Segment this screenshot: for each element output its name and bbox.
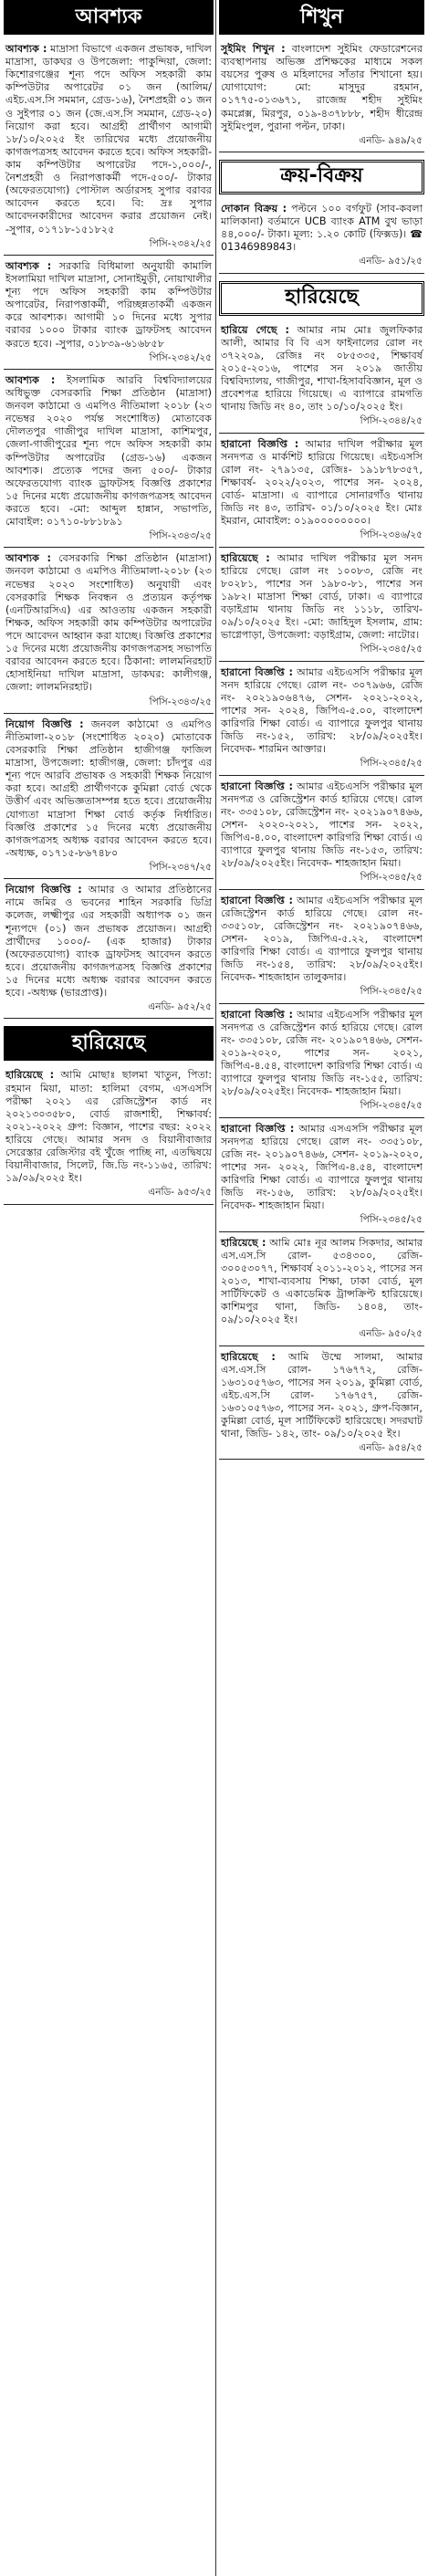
ad-lead: দোকান বিক্রয় : (221, 202, 287, 215)
ad-lead: হারিয়েছে : (221, 1236, 266, 1249)
classified-ad (4, 881, 214, 1019)
buy-sell-ads-list (219, 200, 424, 274)
ad-lead: হারানো বিজ্ঞপ্তি : (221, 1122, 295, 1135)
ad-ref: পিসি-২৩৪৫/২৫ (360, 758, 423, 770)
ad-ref: পিসি-২৩৪৫/২৫ (360, 1100, 423, 1112)
ad-lead: সুইমিং শিখুন : (221, 43, 286, 55)
section-header-lost-left: হারিয়েছে (4, 1026, 214, 1061)
ad-ref: পিসি-২৩৪৫/২৫ (360, 986, 423, 998)
classified-ad (219, 550, 424, 662)
classified-ad (4, 40, 214, 256)
ad-body: আমার ও আমার প্রতিষ্ঠানের নামে জমির ও ভবনের শাহিন সরকারি ডিগ্রি কলেজ, লক্ষ্মীপুর এর সহকারী অধ্যাপক ০১ জন শূন্যপদে (০১) জন প্রভাষক প্রয়োজন। আগ্রহী প্রার্থীদের ১০০০/- (এক হাজার) টাকার (অফেরতযোগ্য) ব্যাংক ড্রাফটসহ আবেদন করতে হবে। প্রয়োজনীয় কাগজপত্রসহ বিজ্ঞপ্তি প্রকাশের ১৫ দিনের মধ্যে অধ্যক্ষ বরাবর আবেদন করতে হবে। -অধ্যক্ষ (ভারপ্রাপ্ত)। (5, 884, 212, 1000)
classified-ad (219, 40, 424, 152)
ad-body: পল্টনে ১০০ বর্গফুট (সাব-কবলা মালিকানা) বর্তমানে UCB ব্যাংক ATM বুথ ভাড়া ৪৪,০০০/- টাকা। মূল্য: ১.২০ কোটি (ফিক্সড)। ☎ 01346989843। (221, 202, 423, 254)
ad-body: আমি মোঃ নূর আলম সিকদার, আমার এস.এস.সি রোল- ৫৩৪৩০০, রেজি- ৩০০৫৩০৭৭, শিক্ষাবর্ষ ২০১১-২০১২, পাসের সন ২০১৩, শাখা-ব্যবসায় শিক্ষা, ঢাকা বোর্ড, মূল সার্টিফিকেট ও একাডেমিক ট্রান্সক্রিপ্ট হারিয়েছে। কাশিমপুর থানা, জিডি- ১৪০৪, তাং- ০৯/১০/২০২৫ ইং। (221, 1236, 423, 1326)
ad-ref: এনডি- ৯৪৯/২৫ (359, 134, 423, 146)
classified-ad (219, 200, 424, 274)
classified-ad (219, 435, 424, 548)
ad-lead: হারিয়ে গেছে : (221, 323, 289, 336)
ad-lead: হারিয়েছে : (221, 551, 270, 564)
ad-body: বেসরকারি শিক্ষা প্রতিষ্ঠান (মাদ্রাসা) জনবল কাঠামো ও এমপিও নীতিমালা-২০১৮ (২৩ নভেম্বর ২০২০ সংশোধিত) অনুযায়ী এবং বেসরকারি শিক্ষক নিবন্ধন ও প্রত্যয়ন কর্তৃপক্ষ (এনটিআরসিএ) এর আওতায় একজন সহকারী শিক্ষক, অফিস সহকারী কাম কম্পিউটার অপারেটর পদে আবেদন আহ্বান করা যাচ্ছে। বিজ্ঞপ্তি প্রকাশের ১৫ দিনের মধ্যে প্রয়োজনীয় কাগজপত্রসহ সভাপতি বরাবর আবেদন করতে হবে। ঠিকানা: লালমনিরহাট হোসাইনিয়া দাখিল মাদ্রাসা, ডাকঘর: কালীগঞ্জ, জেলা: লালমনিরহাট। (5, 552, 212, 694)
ad-body: বাংলাদেশ সুইমিং ফেডারেশনের ব্যবস্থাপনায় অভিজ্ঞ প্রশিক্ষকের মাধ্যমে সকল বয়সের পুরুষ ও মহিলাদের সাঁতার শিখানো হয়। যোগাযোগ: মো: মাসুদুর রহমান, ০১৭৭৫-০১৩৬৭১, রাজেন্দ্র শহীদ সুইমিং কমপ্লেক্স, মিরপুর, ০১৯-৪৩৭৮৮৮, শহীদ ধীরেন্দ্র সুইমিংপুল, পুরানা পল্টন, ঢাকা। (221, 43, 423, 132)
ad-ref: পিসি-২৩৪৫/২৫ (360, 644, 423, 655)
ad-ref: পিসি-২৩৪৩/২৫ (149, 530, 212, 542)
ad-lead: আবশ্যক : (5, 373, 56, 386)
ad-lead: হারানো বিজ্ঞপ্তি : (221, 665, 293, 678)
ad-lead: নিয়োগ বিজ্ঞপ্তি : (5, 884, 82, 896)
lost-ads-list-left (4, 1066, 214, 1204)
ad-lead: আবশ্যক : (5, 43, 47, 55)
section-header-learn: শিখুন (219, 0, 424, 35)
ad-body: আমি মোছাঃ ছালমা খাতুন, পিতা: রহমান মিয়া, মাতা: হালিমা বেগম, এসএসসি পরীক্ষা ২০২১ এর রেজিস্ট্রেশন কার্ড নং ২০২১৩০৩৫৮০, বোর্ড রাজশাহী, শিক্ষাবর্ষ: ২০২১-২০২২ গ্রুপ: বিজ্ঞান, পাশের বছর: ২০২২ হারিয়ে গেছে। আমার সনদ ও বিয়ানীবাজার সেরেস্তার রেজিস্টার বই খুঁজে পাচ্ছি না, এতদ্বিষয়ে বিয়ানীবাজার, সিলেট, জি.ডি নং-১১৬৫, তারিখ: ১৯/০৯/২০২৫ ইং। (5, 1069, 212, 1185)
ad-body: আমার দাখিল পরীক্ষার মূল সনদ হারিয়ে গেছে। রোল নং ১০০৮৩, রেজি নং ৮০২৮১, পাশের সন ১৯৮০-৮১, পাশের সন ১৯৮২। মাদ্রাসা শিক্ষা বোর্ড, ঢাকা। এ ব্যাপারে বড়াইগ্রাম থানায় জিডি নং ১১১৮, তারিখ- ০৯/১০/২০২৫ ইং। -মো: জাহিদুল ইসলাম, গ্রাম: ভাগ্নেপাড়া, উপজেলা: বড়াইগ্রাম, জেলা: নাটোর। (221, 551, 423, 642)
classified-ad (219, 1348, 424, 1461)
ad-ref: পিসি-২৩৪৫/২৫ (360, 872, 423, 884)
ad-body: আমার এইচএসসি পরীক্ষার মূল রেজিস্ট্রেশন কার্ড হারিয়ে গেছে। রোল নং- ৩৩৫১০৮, রেজিস্ট্রেশন নং- ২০২১৯০৭৪৬৬, সেশন- ২০১৯, জিপিএ-৫.২২, বাংলাদেশ কারিগরি শিক্ষা বোর্ড। এ ব্যাপারে ফুলপুর থানায় জিডি নং-১৫৪, তারিখ: ২৮/০৯/২০২৫ইং। নিবেদক- শাহজাহান তালুকদার। (221, 894, 423, 984)
classified-ad (219, 1120, 424, 1232)
classified-ad (219, 892, 424, 1004)
lost-ads-list-right (219, 321, 424, 1461)
ad-body: আমার এইচএসসি পরীক্ষার মূল সনদ হারিয়ে গেছে। রোল নং- ৩০৭৯৬৬, রেজি নং- ২০২১৯০৬৪৭৬, সেশন- ২০২১-২০২২, পাশের সন- ২০২৪, জিপিএ-৫.০০, বাংলাদেশ কারিগরি শিক্ষা বোর্ড। এ ব্যাপারে ফুলপুর থানায় জিডি নং-১৫২, তারিখ: ২৮/০৯/২০২৫ইং। নিবেদক- শারমিন আক্তার। (221, 665, 423, 756)
ad-body: আমার এইচএসসি পরীক্ষার মূল সনদপত্র ও রেজিস্ট্রেশন কার্ড হারিয়ে গেছে। রোল নং- ৩৩৫১০৮, রেজি নং- ২০১৯০৭৪৬৬, সেশন- ২০১৯-২০২০, পাশের সন- ২০২১, জিপিএ-৪.৫৪, বাংলাদেশ কারিগরি শিক্ষা বোর্ড। এ ব্যাপারে ফুলপুর থানায় জিডি নং-১৫৫, তারিখ: ২৮/০৯/২০২৫ইং। নিবেদক- শাহজাহান মিয়া। (221, 1008, 423, 1098)
ad-ref: পিসি-২৩৪৭/২৫ (149, 862, 212, 873)
classified-ad (219, 664, 424, 776)
classified-ad (4, 716, 214, 879)
ad-lead: হারিয়েছে : (221, 1350, 276, 1363)
left-column (4, 0, 214, 1207)
classified-ad (4, 372, 214, 549)
ad-ref: পিসি-২৩৪৫/২৫ (360, 1214, 423, 1226)
ad-body: সরকারি বিধিমালা অনুযায়ী কামালি ইসলামিয়া দাখিল মাদ্রাসা, সোনাইমুড়ী, নোয়াখালীর শূন্য পদে অফিস সহকারী কাম কম্পিউটার অপারেটর, নিরাপত্তাকর্মী, পরিচ্ছন্নতাকর্মী একজন করে আবশ্যক। আগামী ১০ দিনের মধ্যে সুপার বরাবর ১০০০ টাকার ব্যাংক ড্রাফটসহ আবেদন করতে হবে। -সুপার, ০১৮৩৯-৬১৬৮৫৮ (5, 259, 212, 350)
ad-body: আমার এসএসসি পরীক্ষার মূল সনদপত্র হারিয়ে গেছে। রোল নং- ৩৩৫১০৮, রেজি নং- ২০১৯০৭৪৬৬, সেশন- ২০১৯-২০২০, পাশের সন- ২০২২, জিপিএ-৪.৫৪, বাংলাদেশ কারিগরি শিক্ষা বোর্ড। এ ব্যাপারে ফুলপুর থানায় জিডি নং-১৫৬, তারিখ: ২৮/০৯/২০২৫ইং। নিবেদক- শাহজাহান মিয়া। (221, 1122, 423, 1212)
ad-ref: এনডি- ৯৫০/২৫ (359, 1328, 423, 1340)
ad-ref: এনডি- ৯৫৪/২৫ (359, 1442, 423, 1454)
right-column (219, 0, 424, 1461)
ad-body: আমি উম্মে সালমা, আমার এস.এস.সি রোল- ১৭৬৭৭২, রেজি- ১৬৩১০৫৭৬৩, পাসের সন ২০১৯, কুমিল্লা বোর্ড, এইচ.এস.সি রোল- ১৭৬৭৫৭, রেজি- ১৬৩১০৫৭৬৩, পাসের সন- ২০২১, গ্রুপ-বিজ্ঞান, কুমিল্লা বোর্ড, মূল সার্টিফিকেট হারিয়েছে। সদরঘাট থানা, জিডি- ১৪২, তাং- ০৯/১০/২০২৫ ইং। (221, 1350, 423, 1440)
classified-ad (4, 1066, 214, 1204)
ad-ref: পিসি-২৩৪২/২৫ (149, 351, 212, 363)
classified-ad (219, 1006, 424, 1118)
ad-lead: আবশ্যক : (5, 259, 52, 272)
column-divider (215, 0, 216, 2576)
ad-lead: হারানো বিজ্ঞপ্তি : (221, 894, 293, 906)
ad-lead: হারানো বিজ্ঞপ্তি : (221, 780, 293, 792)
ad-lead: হারিয়েছে : (5, 1069, 55, 1082)
ad-ref: পিসি-২৩৪৩/২৫ (149, 696, 212, 707)
ad-body: আমার নাম মোঃ জুলফিকার আলী, আমার বি বি এস ফাইনালের রোল নং ৩৭২২০৯, রেজিঃ নং ০৮৫৩৩৫, শিক্ষাবর্ষ ২০১৫-২০১৬, পাশের সন ২০১৯ জাতীয় বিশ্ববিদ্যালয়, গাজীপুর, শাখা-হিসাববিজ্ঞান, মূল ও প্রবেশপত্র হারিয়ে গিয়েছে। এ ব্যাপারে রামগতি থানায় জিডি নং ৪০, তাং ১০/১০/২০২৫ ইং। (221, 323, 423, 414)
classified-ad (219, 321, 424, 434)
section-header-buy-sell: ক্রয়-বিক্রয় (219, 160, 424, 194)
ad-ref: এনডি- ৯৫১/২৫ (359, 256, 423, 267)
ad-body: মাদ্রাসা বিভাগে একজন প্রভাষক, দাখিল মাদ্রাসা, ডাকঘর ও উপজেলা: পাকুন্দিয়া, জেলা: কিশোরগঞ্জের শূন্য পদে অফিস সহকারী কাম কম্পিউটার অপারেটর ০১ জন (আলিম/এইচ.এস.সি সমমান, গ্রেড-১৬), নৈশপ্রহরী ০১ জন ও সুইপার ০১ জন (জে.এস.সি সমমান, গ্রেড-২০) নিয়োগ করা হবে। আগ্রহী প্রার্থীগণ আগামী ১৮/১০/২০২৫ ইং তারিখের মধ্যে প্রয়োজনীয় কাগজপত্রসহ আবেদন করতে হবে। অফিস সহকারী-কাম কম্পিউটার অপারেটর পদে-১,০০০/-, নৈশপ্রহরী ও নিরাপত্তাকর্মী পদে-৫০০/- টাকার (অফেরতযোগ্য) পোস্টাল অর্ডারসহ সুপার বরাবর আবেদন করতে হবে। বি: দ্রঃ সুপার আবেদনকারীদের আবেদন করার প্রয়োজন নেই। -সুপার, ০১৭১৮-১৫১৮২৫ (5, 43, 212, 236)
section-header-lost-right: হারিয়েছে (219, 281, 424, 316)
ad-ref: এনডি- ৯৫২/২৫ (148, 1001, 212, 1013)
ad-ref: পিসি-২৩৪৬/২৫ (360, 529, 423, 541)
ad-lead: হারানো বিজ্ঞপ্তি : (221, 437, 299, 450)
ad-lead: হারানো বিজ্ঞপ্তি : (221, 1008, 293, 1021)
ad-body: আমার দাখিল পরীক্ষার মূল সনদপত্র ও মার্কশিট হারিয়ে গিয়েছে। এইচএসসি রোল নং- ২৭৯১৩৫, রেজিঃ- ১৯১৮৭৮৩৫৭, শিক্ষাবর্ষ- ২০২২/২০২৩, পাশের সন- ২০২৪, বোর্ড- মাদ্রাসা। এ ব্যাপারে সোনারগাঁও থানায় জিডি নং ৪৩, তারিখ- ০১/১০/২০২৫ ইং। মোঃ ইমরান, মোবাইল: ০১৯০০০০০০০০। (221, 437, 423, 528)
ad-ref: এনডি- ৯৫৩/২৫ (148, 1187, 212, 1199)
wanted-ads-list (4, 40, 214, 1019)
classified-ad (4, 550, 214, 713)
ad-ref: পিসি-২৩৪৪/২৫ (360, 415, 423, 427)
section-header-wanted: আবশ্যক (4, 0, 214, 35)
ad-body: ইসলামিক আরবি বিশ্ববিদ্যালয়ের অধিভুক্ত বেসরকারি শিক্ষা প্রতিষ্ঠান (মাদ্রাসা) জনবল কাঠামো ও এমপিও নীতিমালা ২০১৮ (২৩ নভেম্বর ২০২০ পর্যন্ত সংশোধিত) মোতাবেক দৌলতপুর গাজীপুর দাখিল মাদ্রাসা, কাশিমপুর, জেলা-গাজীপুরের শূন্য পদে অফিস সহকারী কাম কম্পিউটার অপারেটর (গ্রেড-১৬) একজন আবশ্যক। প্রত্যেক পদের জন্য ৫০০/- টাকার অফেরতযোগ্য ব্যাংক ড্রাফটসহ বিজ্ঞপ্তি প্রকাশের ১৫ দিনের মধ্যে প্রয়োজনীয় কাগজপত্রসহ আবেদন করতে হবে। -মো: আব্দুল হান্নান, সভাপতি, মোবাইল: ০১৭১০-৮৮১৮৯১ (5, 373, 212, 529)
classified-ad (219, 1234, 424, 1346)
ad-lead: নিয়োগ বিজ্ঞপ্তি : (5, 717, 84, 730)
learn-ads-list (219, 40, 424, 152)
ad-body: জনবল কাঠামো ও এমপিও নীতিমালা-২০১৮ (সংশোধিত ২০২০) মোতাবেক বেসরকারি শিক্ষা প্রতিষ্ঠান হাজীগঞ্জ ফাজিল মাদ্রাসা, উপজেলা: হাজীগঞ্জ, জেলা: চাঁদপুর এর শূন্য পদে আরবি প্রভাষক ও সহকারী শিক্ষক নিয়োগ করা হবে। আগ্রহী প্রার্থীগণকে কুমিল্লা বোর্ড থেকে উত্তীর্ণ এবং অভিজ্ঞতাসম্পন্ন হতে হবে। প্রয়োজনীয় যোগ্যতা মাদ্রাসা শিক্ষা বোর্ড কর্তৃক নির্ধারিত। বিজ্ঞপ্তি প্রকাশের ১৫ দিনের মধ্যে প্রয়োজনীয় কাগজপত্রসহ অধ্যক্ষ বরাবর আবেদন করতে হবে। -অধ্যক্ষ, ০১৭১৫-৮৬৭৪৮০ (5, 717, 212, 859)
classified-ad (219, 778, 424, 890)
ad-ref: পিসি-২৩৪২/২৫ (149, 237, 212, 249)
ad-lead: আবশ্যক : (5, 552, 51, 565)
classified-ad (4, 257, 214, 370)
ad-body: আমার এইচএসসি পরীক্ষার মূল সনদপত্র ও রেজিস্ট্রেশন কার্ড হারিয়ে গেছে। রোল নং- ৩৩৫১০৮, রেজিস্ট্রেশন নং- ২০২১৯০৭৪৬৬, সেশন- ২০২০-২০২১, পাশের সন- ২০২২, জিপিএ-৪.০০, বাংলাদেশ কারিগরি শিক্ষা বোর্ড। এ ব্যাপারে ফুলপুর থানায় জিডি নং-১৫৩, তারিখ: ২৮/০৯/২০২৫ইং। নিবেদক- শাহজাহান মিয়া। (221, 780, 423, 870)
